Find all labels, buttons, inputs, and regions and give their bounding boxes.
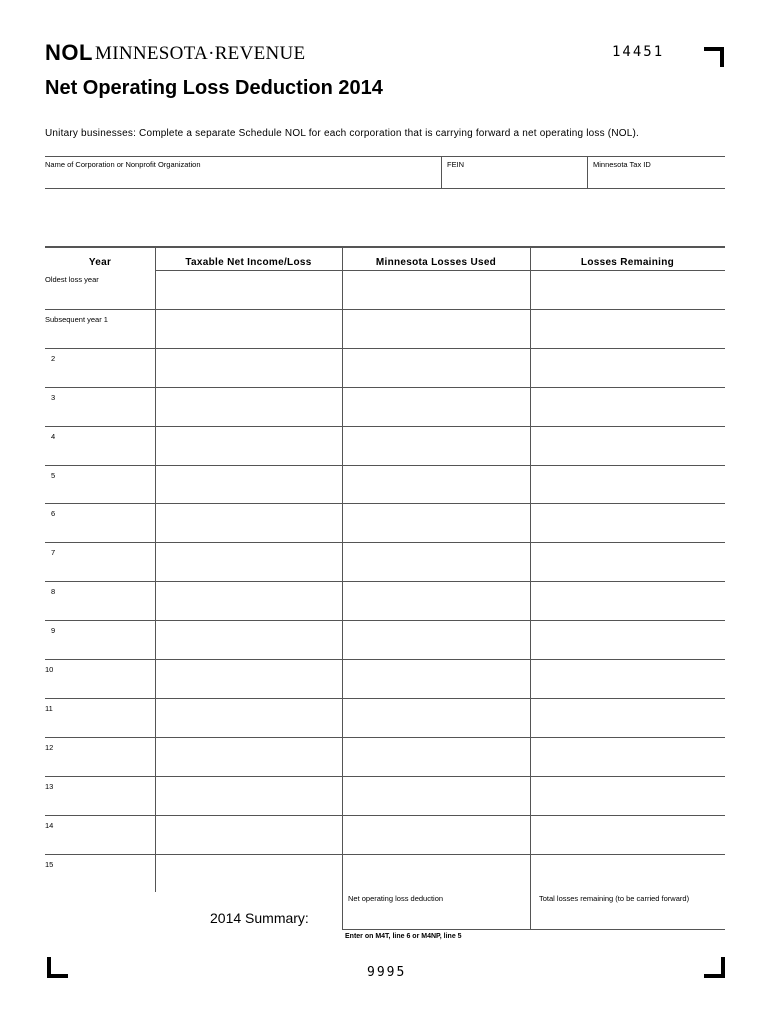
column-header-taxable-net-income: Taxable Net Income/Loss [185,257,312,268]
row-divider [45,698,725,699]
nol-deduction-label: Net operating loss deduction [348,894,444,903]
row-divider [45,465,725,466]
taxable-net-income-cell[interactable] [156,737,342,776]
minnesota-losses-used-cell[interactable] [343,348,530,387]
row-year-label: 3 [51,392,56,402]
losses-remaining-cell[interactable] [531,503,725,542]
losses-remaining-cell[interactable] [531,348,725,387]
footer-form-number: 9995 [367,965,407,980]
row-divider [45,348,725,349]
row-year-label: 12 [45,742,54,752]
column-header-losses-remaining: Losses Remaining [580,257,675,268]
taxable-net-income-cell[interactable] [156,426,342,465]
row-divider [45,309,725,310]
minnesota-losses-used-cell[interactable] [343,309,530,348]
minnesota-losses-used-cell[interactable] [343,737,530,776]
losses-remaining-cell[interactable] [531,581,725,620]
minnesota-tax-id-label: Minnesota Tax ID [593,160,651,169]
row-year-label: 14 [45,820,54,830]
taxable-net-income-cell[interactable] [156,503,342,542]
nol-deduction-field[interactable] [342,891,530,929]
taxable-net-income-cell[interactable] [156,854,342,893]
taxable-net-income-cell[interactable] [156,348,342,387]
taxable-net-income-cell[interactable] [156,815,342,854]
minnesota-losses-used-cell[interactable] [343,465,530,504]
taxable-net-income-cell[interactable] [156,309,342,348]
taxable-net-income-cell[interactable] [156,387,342,426]
row-year-label: 4 [51,431,56,441]
agency-logo-text: MINNESOTA·REVENUE [95,43,306,64]
row-year-label: 6 [51,509,56,519]
minnesota-losses-used-cell[interactable] [343,542,530,581]
taxable-net-income-cell[interactable] [156,776,342,815]
row-divider [45,776,725,777]
row-divider [45,503,725,504]
minnesota-losses-used-cell[interactable] [343,854,530,893]
row-divider [45,815,725,816]
row-year-label: 9 [51,626,56,636]
row-year-label: Oldest loss year [45,275,99,284]
minnesota-losses-used-cell[interactable] [343,620,530,659]
minnesota-losses-used-cell[interactable] [343,776,530,815]
row-divider [45,659,725,660]
minnesota-losses-used-cell[interactable] [343,503,530,542]
row-divider [45,581,725,582]
fein-field[interactable] [441,157,586,188]
losses-remaining-cell[interactable] [531,854,725,893]
column-header-minnesota-losses-used: Minnesota Losses Used [375,257,497,268]
instructions-text: Unitary businesses: Complete a separate Schedule NOL for each corporation that is carrying forward a net operating loss (NOL). [45,128,639,139]
losses-remaining-cell[interactable] [531,270,725,309]
identification-row [45,156,725,189]
summary-row [342,891,725,930]
taxable-net-income-cell[interactable] [156,542,342,581]
row-year-label: 13 [45,781,54,791]
taxable-net-income-cell[interactable] [156,270,342,309]
total-losses-remaining-label: Total losses remaining (to be carried forward) [539,894,690,903]
row-year-label: 10 [45,665,54,674]
minnesota-losses-used-cell[interactable] [343,426,530,465]
loss-table [45,246,725,892]
enter-on-note: Enter on M4T, line 6 or M4NP, line 5 [345,933,462,940]
row-year-label: Subsequent year 1 [45,314,108,324]
row-divider [45,737,725,738]
taxable-net-income-cell[interactable] [156,698,342,737]
minnesota-losses-used-cell[interactable] [343,698,530,737]
taxable-net-income-cell[interactable] [156,581,342,620]
minnesota-tax-id-field[interactable] [587,157,725,188]
taxable-net-income-cell[interactable] [156,465,342,504]
row-year-label: 7 [51,548,56,558]
fein-label: FEIN [447,160,465,169]
row-divider [155,270,725,271]
losses-remaining-cell[interactable] [531,426,725,465]
summary-label: 2014 Summary: [210,910,309,926]
taxable-net-income-cell[interactable] [156,620,342,659]
taxable-net-income-cell[interactable] [156,659,342,698]
page-title: Net Operating Loss Deduction 2014 [45,77,383,99]
row-divider [45,620,725,621]
minnesota-losses-used-cell[interactable] [343,270,530,309]
losses-remaining-cell[interactable] [531,815,725,854]
losses-remaining-cell[interactable] [531,698,725,737]
losses-remaining-cell[interactable] [531,309,725,348]
row-year-label: 11 [45,703,53,713]
minnesota-losses-used-cell[interactable] [343,815,530,854]
losses-remaining-cell[interactable] [531,659,725,698]
row-divider [45,426,725,427]
minnesota-losses-used-cell[interactable] [343,581,530,620]
registration-mark-top-right [704,47,724,67]
losses-remaining-cell[interactable] [531,387,725,426]
corporation-name-field[interactable] [45,157,440,188]
losses-remaining-cell[interactable] [531,776,725,815]
losses-remaining-cell[interactable] [531,542,725,581]
registration-mark-bottom-right [704,957,725,978]
row-year-label: 15 [45,859,54,869]
losses-remaining-cell[interactable] [531,465,725,504]
row-year-label: 2 [51,353,56,363]
row-divider [45,542,725,543]
row-year-label: 5 [51,470,56,480]
corporation-name-label: Name of Corporation or Nonprofit Organization [45,160,201,169]
column-header-year: Year [88,257,112,268]
row-divider [45,854,725,855]
losses-remaining-cell[interactable] [531,737,725,776]
minnesota-losses-used-cell[interactable] [343,387,530,426]
form-code: NOL [45,40,93,65]
total-losses-remaining-field[interactable] [530,891,725,929]
row-divider [45,387,725,388]
header-top-rule [45,247,725,248]
losses-remaining-cell[interactable] [531,620,725,659]
registration-mark-bottom-left [47,957,68,978]
minnesota-losses-used-cell[interactable] [343,659,530,698]
form-number: 14451 [612,44,665,60]
row-year-label: 8 [51,587,56,597]
